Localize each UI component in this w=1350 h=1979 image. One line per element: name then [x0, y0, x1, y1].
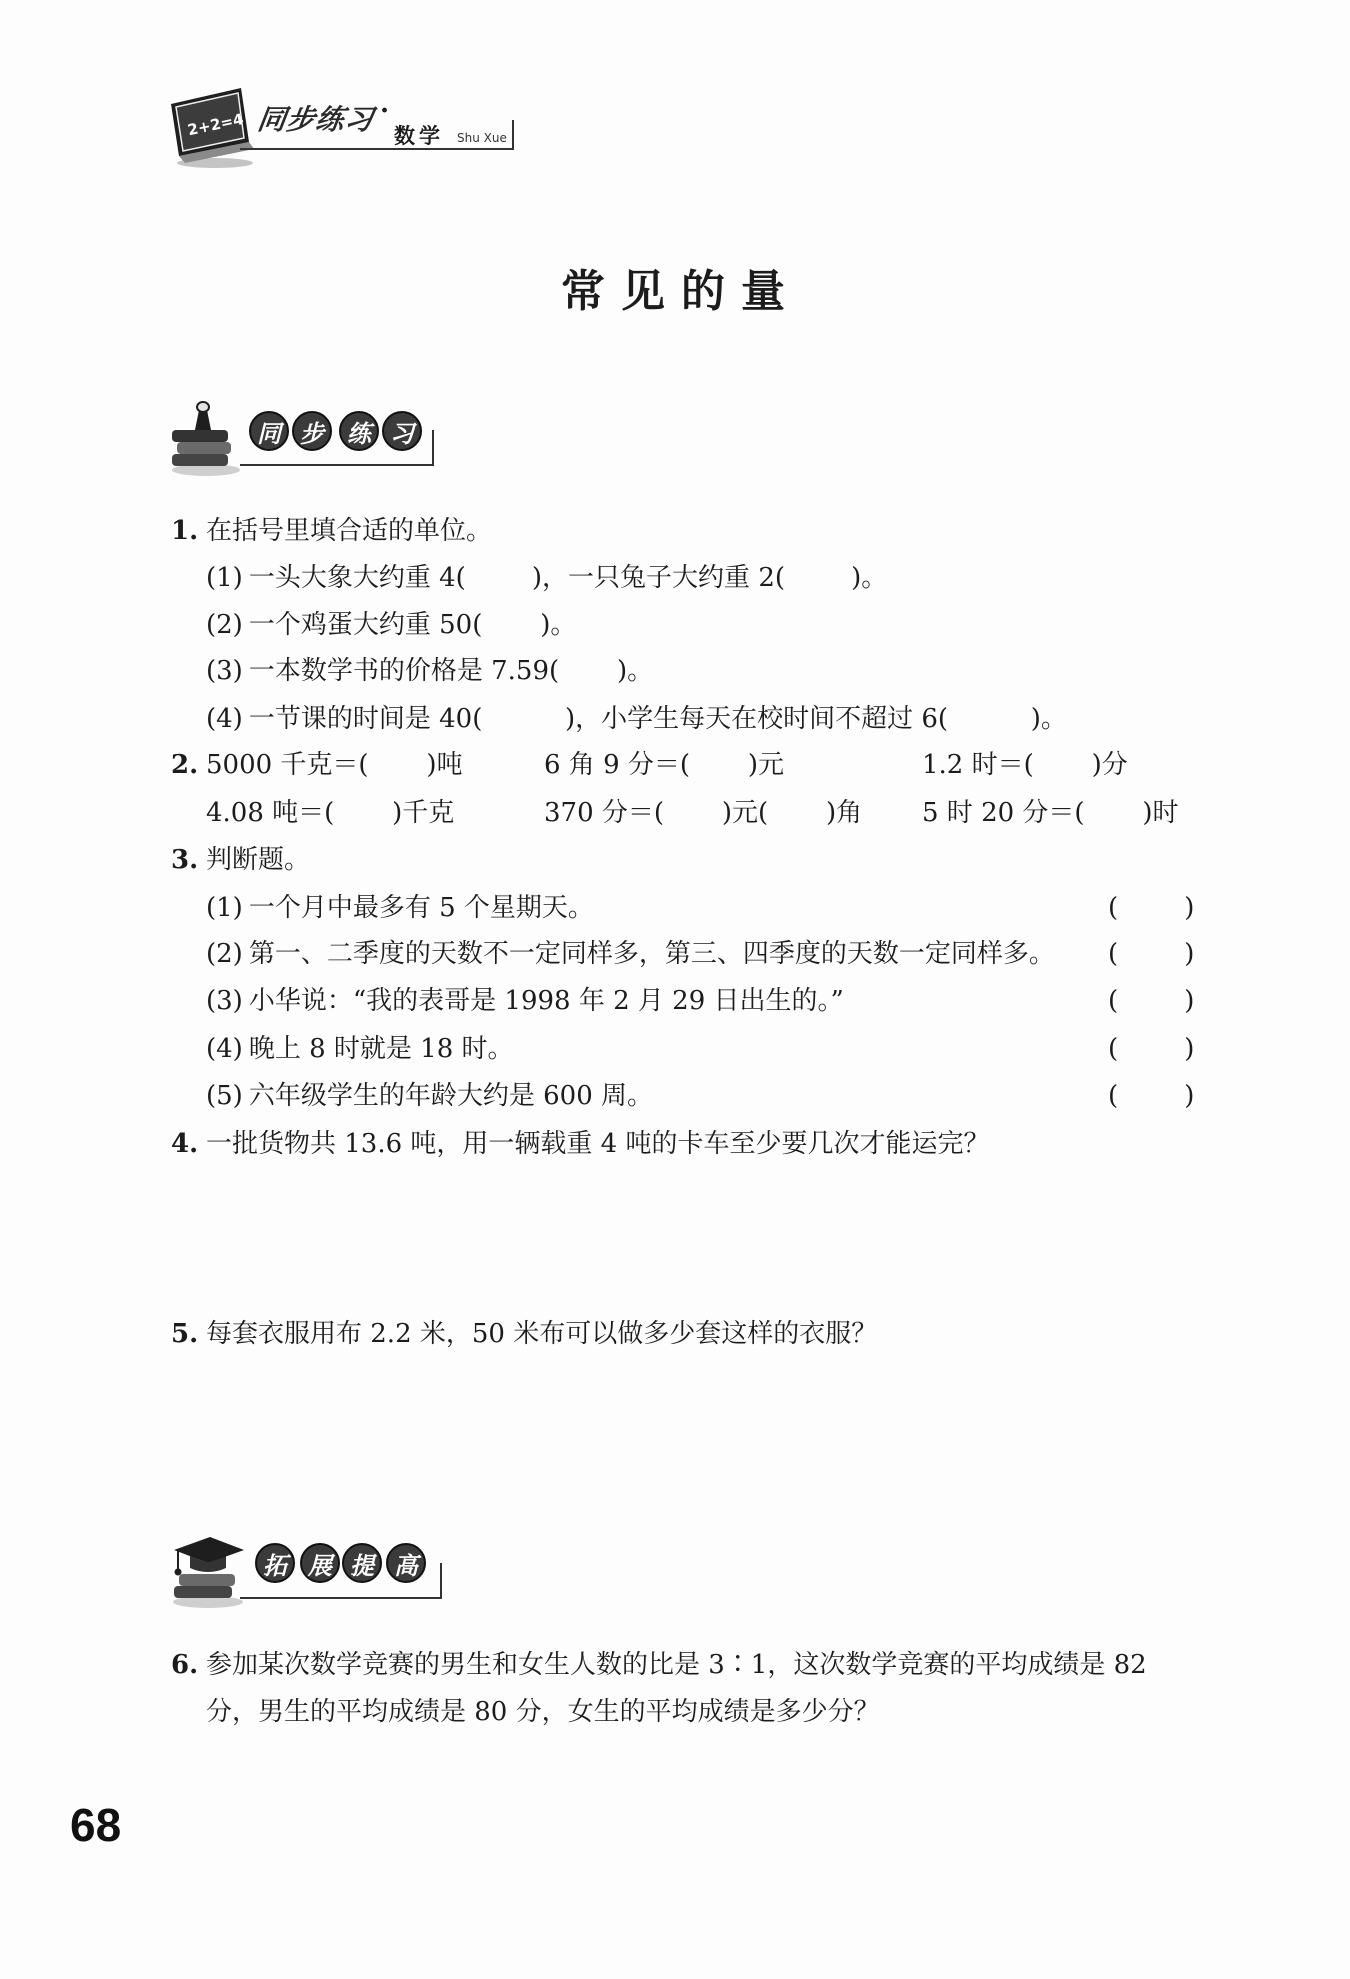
conversion-item: 1.2 时＝( )分	[922, 750, 1128, 780]
conversion-item: 6 角 9 分＝( )元	[544, 750, 785, 780]
question-number: 6.	[171, 1650, 199, 1680]
item-text: 一头大象大约重 4( )，一只兔子大约重 2( )。	[248, 563, 888, 593]
answer-bracket: ( )	[1108, 986, 1195, 1016]
item-label: (3)	[206, 656, 243, 686]
item-text: 一个鸡蛋大约重 50( )。	[248, 610, 577, 640]
section-char: 拓	[255, 1543, 295, 1583]
question-text: 每套衣服用布 2.2 米，50 米布可以做多少套这样的衣服？	[206, 1319, 878, 1349]
item-label: (1)	[206, 563, 243, 593]
sub-item	[206, 703, 1067, 735]
item-label: (3)	[206, 986, 243, 1016]
section-char: 步	[292, 411, 332, 451]
item-label: (2)	[206, 610, 243, 640]
item-text: 一个月中最多有 5 个星期天。	[248, 893, 594, 923]
item-text: 一节课的时间是 40( )，小学生每天在校时间不超过 6( )。	[248, 704, 1067, 734]
question-text-line-2: 分，男生的平均成绩是 80 分，女生的平均成绩是多少分？	[206, 1697, 880, 1727]
question-text: 在括号里填合适的单位。	[206, 516, 493, 546]
conversion-item: 370 分＝( )元( )角	[544, 798, 863, 828]
answer-bracket: ( )	[1108, 893, 1195, 923]
item-label: (1)	[206, 893, 243, 923]
question-text: 判断题。	[206, 845, 311, 875]
answer-bracket: ( )	[1108, 1034, 1195, 1064]
books-lamp-icon	[166, 396, 242, 478]
board-text: 2+2=4	[186, 109, 245, 140]
conversion-item: 5 时 20 分＝( )时	[922, 798, 1179, 828]
answer-bracket: ( )	[1108, 1081, 1195, 1111]
section-char: 练	[339, 411, 379, 451]
subject-pinyin: Shu Xue	[457, 131, 507, 145]
question-number: 1.	[171, 516, 199, 546]
judge-item	[206, 892, 594, 924]
item-text: 小华说：“我的表哥是 1998 年 2 月 29 日出生的。”	[248, 986, 844, 1016]
item-label: (4)	[206, 704, 243, 734]
question-text-line-1: 参加某次数学竞赛的男生和女生人数的比是 3∶1，这次数学竞赛的平均成绩是 82	[206, 1650, 1147, 1680]
judge-item	[206, 1080, 653, 1112]
item-text: 晚上 8 时就是 18 时。	[248, 1034, 514, 1064]
judge-item	[206, 1033, 514, 1065]
series-title: 同步练习	[255, 103, 377, 136]
sub-item	[206, 609, 576, 641]
section-char: 同	[249, 411, 289, 451]
header-rule	[240, 120, 514, 150]
sub-item	[206, 655, 653, 687]
answer-bracket: ( )	[1108, 939, 1195, 969]
page-title: 常见的量	[561, 266, 801, 317]
section-char: 习	[382, 411, 422, 451]
judge-item	[206, 938, 1055, 970]
item-label: (5)	[206, 1081, 243, 1111]
question-number: 3.	[171, 845, 199, 875]
header-dot: ·	[380, 96, 390, 126]
item-label: (2)	[206, 939, 243, 969]
subject-label: 数学	[394, 124, 444, 148]
item-label: (4)	[206, 1034, 243, 1064]
section-char: 提	[342, 1543, 382, 1583]
question-number: 4.	[171, 1129, 199, 1159]
question-text: 一批货物共 13.6 吨，用一辆载重 4 吨的卡车至少要几次才能运完？	[206, 1129, 990, 1159]
section-char: 高	[386, 1543, 426, 1583]
conversion-item: 5000 千克＝( )吨	[206, 750, 463, 780]
item-text: 六年级学生的年龄大约是 600 周。	[248, 1081, 653, 1111]
conversion-item: 4.08 吨＝( )千克	[206, 798, 455, 828]
question-number: 2.	[171, 750, 199, 780]
question-number: 5.	[171, 1319, 199, 1349]
graduation-cap-icon	[166, 1528, 248, 1610]
sub-item	[206, 562, 887, 594]
item-text: 一本数学书的价格是 7.59( )。	[248, 656, 654, 686]
item-text: 第一、二季度的天数不一定同样多，第三、四季度的天数一定同样多。	[248, 939, 1055, 969]
judge-item	[206, 985, 844, 1017]
section-char: 展	[300, 1543, 340, 1583]
page-number: 68	[70, 1799, 122, 1851]
